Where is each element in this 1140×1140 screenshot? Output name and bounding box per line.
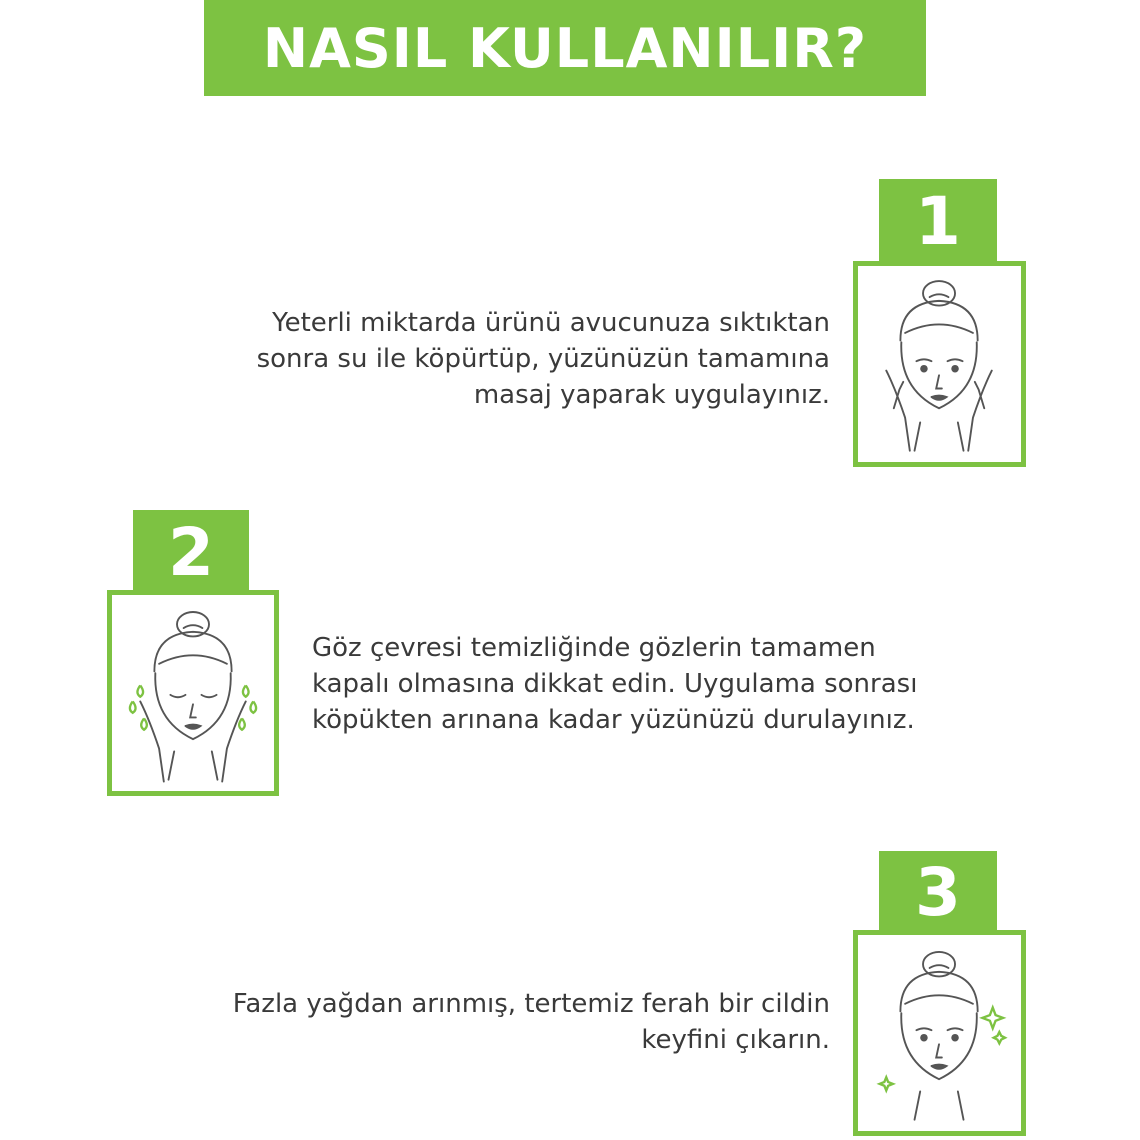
step-3-number: 3 (879, 851, 997, 933)
step-2-line-2: kapalı olmasına dikkat edin. Uygulama sonrası (312, 669, 918, 699)
face-rinse-icon (112, 595, 274, 791)
page-title: NASIL KULLANILIR? (204, 0, 926, 96)
step-3-text (180, 986, 830, 1058)
step-3-line-1: Fazla yağdan arınmış, tertemiz ferah bir cildin (232, 989, 830, 1019)
step-3-line-2: keyfini çıkarın. (641, 1025, 830, 1055)
face-glow-icon (858, 935, 1021, 1131)
step-1-number: 1 (879, 179, 997, 263)
step-2-text (312, 630, 1002, 738)
step-2-number: 2 (133, 510, 249, 594)
step-1-line-2: sonra su ile köpürtüp, yüzünüzün tamamına (256, 344, 830, 374)
step-3-illustration (853, 930, 1026, 1136)
step-2-illustration (107, 590, 279, 796)
step-2-line-3: köpükten arınana kadar yüzünüzü durulayınız. (312, 705, 915, 735)
step-2-line-1: Göz çevresi temizliğinde gözlerin tamamen (312, 633, 876, 663)
step-1-illustration (853, 261, 1026, 467)
step-1-text (180, 305, 830, 413)
step-1-line-1: Yeterli miktarda ürünü avucunuza sıktıktan (272, 308, 830, 338)
face-massage-icon (858, 266, 1021, 462)
step-1-line-3: masaj yaparak uygulayınız. (473, 380, 830, 410)
